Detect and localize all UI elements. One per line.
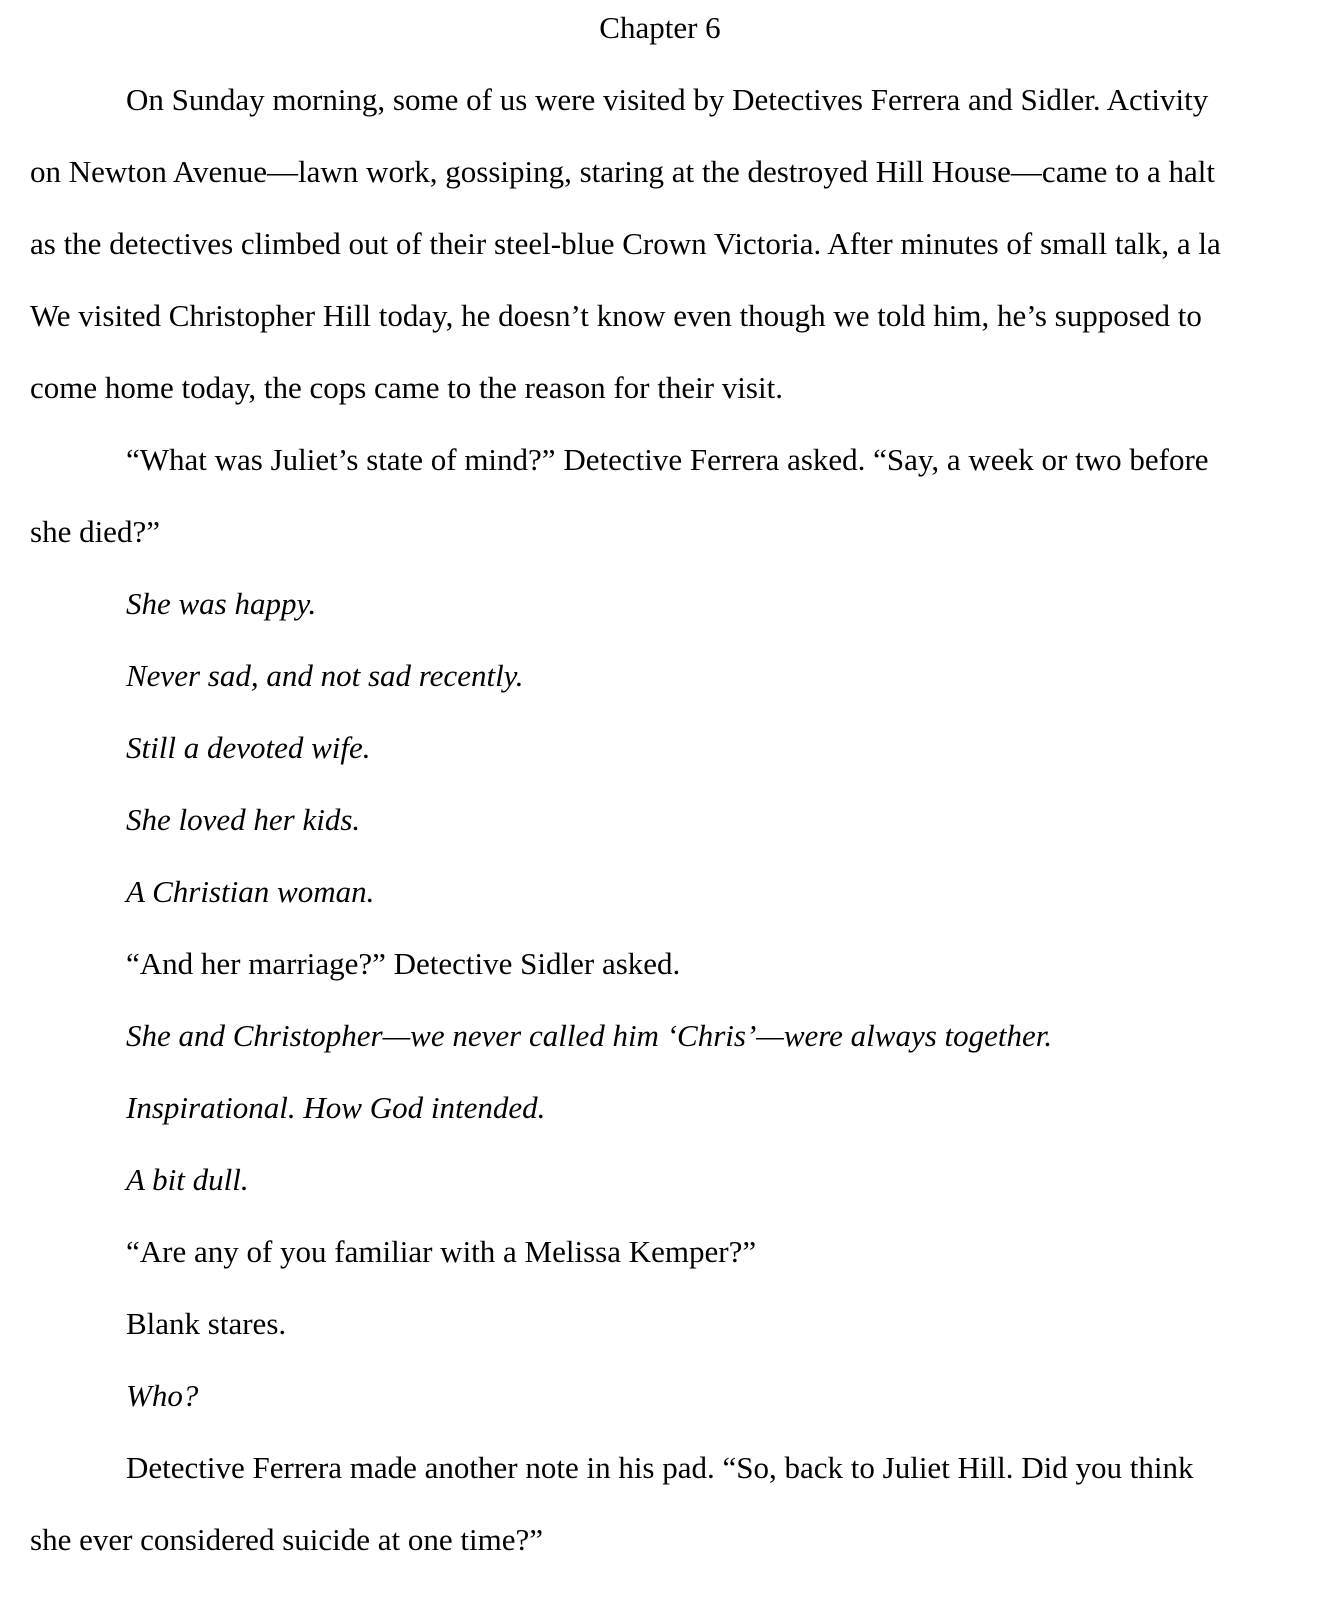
italic-line: Who? (126, 1378, 199, 1413)
italic-line: She and Christopher—we never called him ‘Chris’—were always together. (126, 1018, 1053, 1053)
chapter-title: Chapter 6 (599, 10, 721, 45)
paragraph-line: come home today, the cops came to the reason for their visit. (30, 370, 783, 405)
paragraph-line: she died?” (30, 514, 160, 549)
italic-line: A bit dull. (126, 1162, 249, 1197)
italic-line: Still a devoted wife. (126, 730, 371, 765)
paragraph-line: On Sunday morning, some of us were visited by Detectives Ferrera and Sidler. Activity (126, 82, 1209, 117)
paragraph-line: We visited Christopher Hill today, he doesn’t know even though we told him, he’s supposed to (30, 298, 1202, 333)
paragraph-line: Detective Ferrera made another note in his pad. “So, back to Juliet Hill. Did you think (126, 1450, 1194, 1485)
italic-line: A Christian woman. (126, 874, 375, 909)
italic-line: Inspirational. How God intended. (126, 1090, 546, 1125)
paragraph-line: she ever considered suicide at one time?” (30, 1522, 543, 1557)
italic-line: She loved her kids. (126, 802, 361, 837)
paragraph-line: as the detectives climbed out of their steel-blue Crown Victoria. After minutes of small talk, a la (30, 226, 1221, 261)
paragraph-line: on Newton Avenue—lawn work, gossiping, staring at the destroyed Hill House—came to a halt (30, 154, 1215, 189)
italic-line: She was happy. (126, 586, 317, 621)
paragraph-line: “What was Juliet’s state of mind?” Detective Ferrera asked. “Say, a week or two before (126, 442, 1209, 477)
italic-line: Never sad, and not sad recently. (126, 658, 524, 693)
paragraph-line: “Are any of you familiar with a Melissa Kemper?” (126, 1234, 757, 1269)
paragraph-line: “And her marriage?” Detective Sidler asked. (126, 946, 681, 981)
paragraph-line: Blank stares. (126, 1306, 287, 1341)
